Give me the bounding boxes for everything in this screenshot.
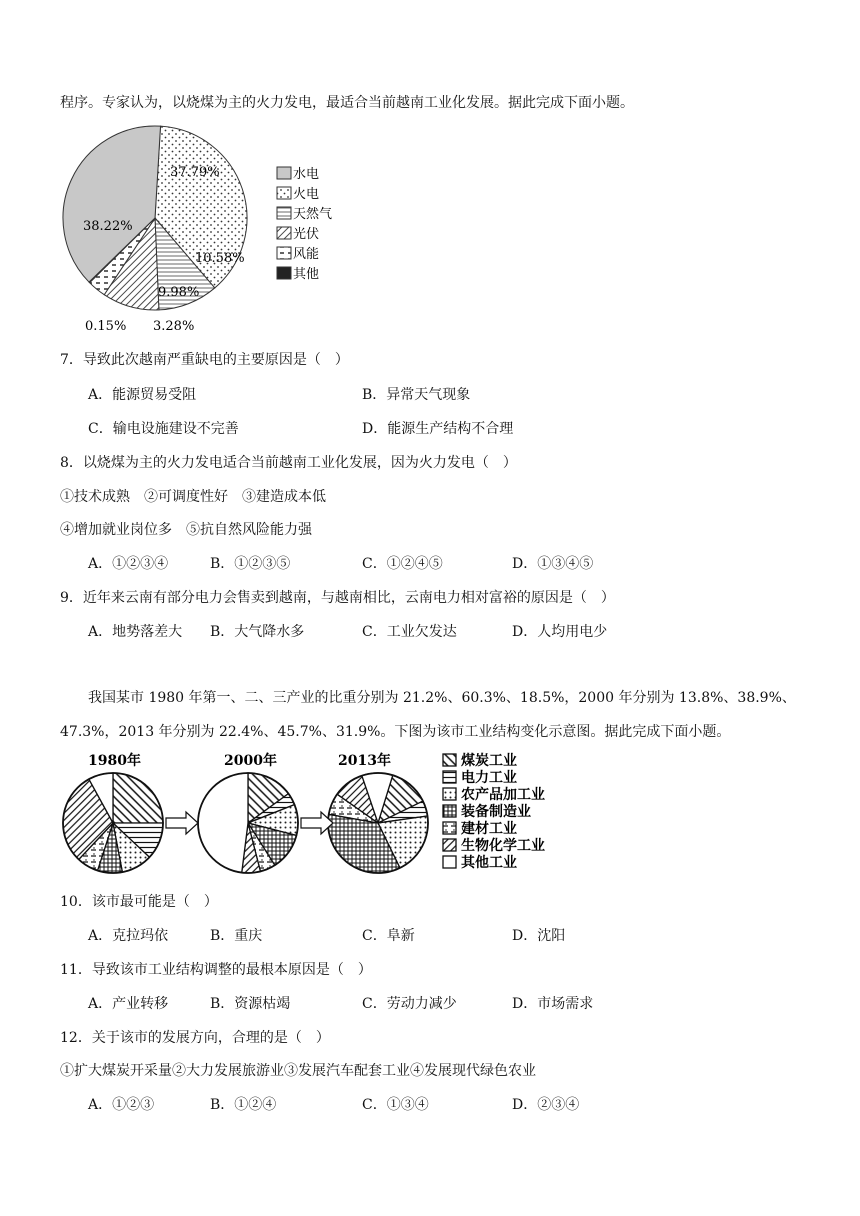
legend-swatch xyxy=(277,167,291,179)
industry-legend-swatch xyxy=(443,805,456,817)
passage2-line1: 我国某市 1980 年第一、二、三产业的比重分别为 21.2%、60.3%、18.5%，2000 年分别为 13.8%、38.9%、 xyxy=(88,690,796,706)
energy-pie-chart xyxy=(55,118,355,336)
q11-option-d[interactable]: D．市场需求 xyxy=(512,996,594,1012)
q11-option-c[interactable]: C．劳动力减少 xyxy=(362,996,457,1012)
industry-legend-label: 生物化学工业 xyxy=(461,838,545,854)
industry-legend-label: 装备制造业 xyxy=(461,804,531,820)
industry-legend-swatch xyxy=(443,856,456,868)
legend-swatch xyxy=(277,267,291,279)
q8-option-c[interactable]: C．①②④⑤ xyxy=(362,556,443,572)
legend-swatch xyxy=(277,227,291,239)
industry-legend-swatch xyxy=(443,754,456,766)
passage2-line2: 47.3%，2013 年分别为 22.4%、45.7%、31.9%。下图为该市工业结构变化示意图。据此完成下面小题。 xyxy=(60,724,731,740)
pie-legend xyxy=(277,166,332,282)
industry-pies xyxy=(63,773,428,873)
legend-label: 风能 xyxy=(293,247,320,262)
industry-legend-label: 电力工业 xyxy=(461,770,517,786)
industry-legend-swatch xyxy=(443,771,456,783)
pie-value-label: 37.79% xyxy=(170,165,220,180)
legend-label: 水电 xyxy=(293,167,320,182)
q12-option-a[interactable]: A．①②③ xyxy=(88,1097,155,1113)
legend-swatch xyxy=(277,187,291,199)
q12-option-b[interactable]: B．①②④ xyxy=(210,1097,277,1113)
legend-label: 光伏 xyxy=(293,227,320,242)
q8-option-b[interactable]: B．①②③⑤ xyxy=(210,556,291,572)
q7-stem: 7．导致此次越南严重缺电的主要原因是（ ） xyxy=(60,352,349,368)
q9-stem: 9．近年来云南有部分电力会售卖到越南，与越南相比，云南电力相对富裕的原因是（ ） xyxy=(60,590,615,606)
year-label-2000: 2000年 xyxy=(224,753,277,769)
pie-value-label: 10.58% xyxy=(195,251,245,266)
q7-option-c[interactable]: C．输电设施建设不完善 xyxy=(88,421,239,437)
industry-legend-label: 建材工业 xyxy=(461,821,517,837)
q11-stem: 11．导致该市工业结构调整的最根本原因是（ ） xyxy=(60,962,372,978)
industry-structure-figure xyxy=(58,745,578,875)
pie-value-label: 3.28% xyxy=(153,319,195,334)
q12-choices-line: ①扩大煤炭开采量②大力发展旅游业③发展汽车配套工业④发展现代绿色农业 xyxy=(60,1063,536,1079)
q9-option-b[interactable]: B．大气降水多 xyxy=(210,624,305,640)
year-label-2013: 2013年 xyxy=(338,753,391,769)
q8-stem: 8．以烧煤为主的火力发电适合当前越南工业化发展，因为火力发电（ ） xyxy=(60,455,517,471)
pie-slices xyxy=(63,126,247,310)
q9-option-c[interactable]: C．工业欠发达 xyxy=(362,624,457,640)
q8-option-d[interactable]: D．①③④⑤ xyxy=(512,556,594,572)
q10-option-c[interactable]: C．阜新 xyxy=(362,928,415,944)
pie-value-label: 0.15% xyxy=(85,319,127,334)
industry-legend-swatch xyxy=(443,839,456,851)
q10-option-d[interactable]: D．沈阳 xyxy=(512,928,566,944)
industry-legend-label: 农产品加工业 xyxy=(461,787,545,803)
q10-stem: 10．该市最可能是（ ） xyxy=(60,894,218,910)
q12-stem: 12．关于该市的发展方向，合理的是（ ） xyxy=(60,1030,330,1046)
industry-legend-swatch xyxy=(443,822,456,834)
q7-option-b[interactable]: B．异常天气现象 xyxy=(362,387,471,403)
legend-label: 火电 xyxy=(293,187,320,202)
pie-value-label: 9.98% xyxy=(158,285,200,300)
q11-option-b[interactable]: B．资源枯竭 xyxy=(210,996,291,1012)
pie-value-label: 38.22% xyxy=(83,219,133,234)
q7-option-d[interactable]: D．能源生产结构不合理 xyxy=(362,421,514,437)
q9-option-a[interactable]: A．地势落差大 xyxy=(88,624,183,640)
q10-option-b[interactable]: B．重庆 xyxy=(210,928,263,944)
year-label-1980: 1980年 xyxy=(88,753,141,769)
industry-legend-label: 煤炭工业 xyxy=(461,753,517,769)
q8-choices-line1: ①技术成熟 ②可调度性好 ③建造成本低 xyxy=(60,489,326,505)
q8-choices-line2: ④增加就业岗位多 ⑤抗自然风险能力强 xyxy=(60,522,312,538)
legend-label: 天然气 xyxy=(293,207,333,222)
industry-pie-slice xyxy=(198,773,248,873)
arrow-1980-2000 xyxy=(166,812,198,834)
q12-option-d[interactable]: D．②③④ xyxy=(512,1097,580,1113)
industry-legend xyxy=(443,752,545,871)
legend-label: 其他 xyxy=(293,267,320,282)
q10-option-a[interactable]: A．克拉玛依 xyxy=(88,928,169,944)
q8-option-a[interactable]: A．①②③④ xyxy=(88,556,169,572)
q9-option-d[interactable]: D．人均用电少 xyxy=(512,624,608,640)
q7-option-a[interactable]: A．能源贸易受阻 xyxy=(88,387,197,403)
industry-legend-swatch xyxy=(443,788,456,800)
legend-swatch xyxy=(277,247,291,259)
intro-line: 程序。专家认为，以烧煤为主的火力发电，最适合当前越南工业化发展。据此完成下面小题。 xyxy=(60,95,634,111)
industry-legend-label: 其他工业 xyxy=(461,855,517,871)
legend-swatch xyxy=(277,207,291,219)
q12-option-c[interactable]: C．①③④ xyxy=(362,1097,429,1113)
q11-option-a[interactable]: A．产业转移 xyxy=(88,996,169,1012)
